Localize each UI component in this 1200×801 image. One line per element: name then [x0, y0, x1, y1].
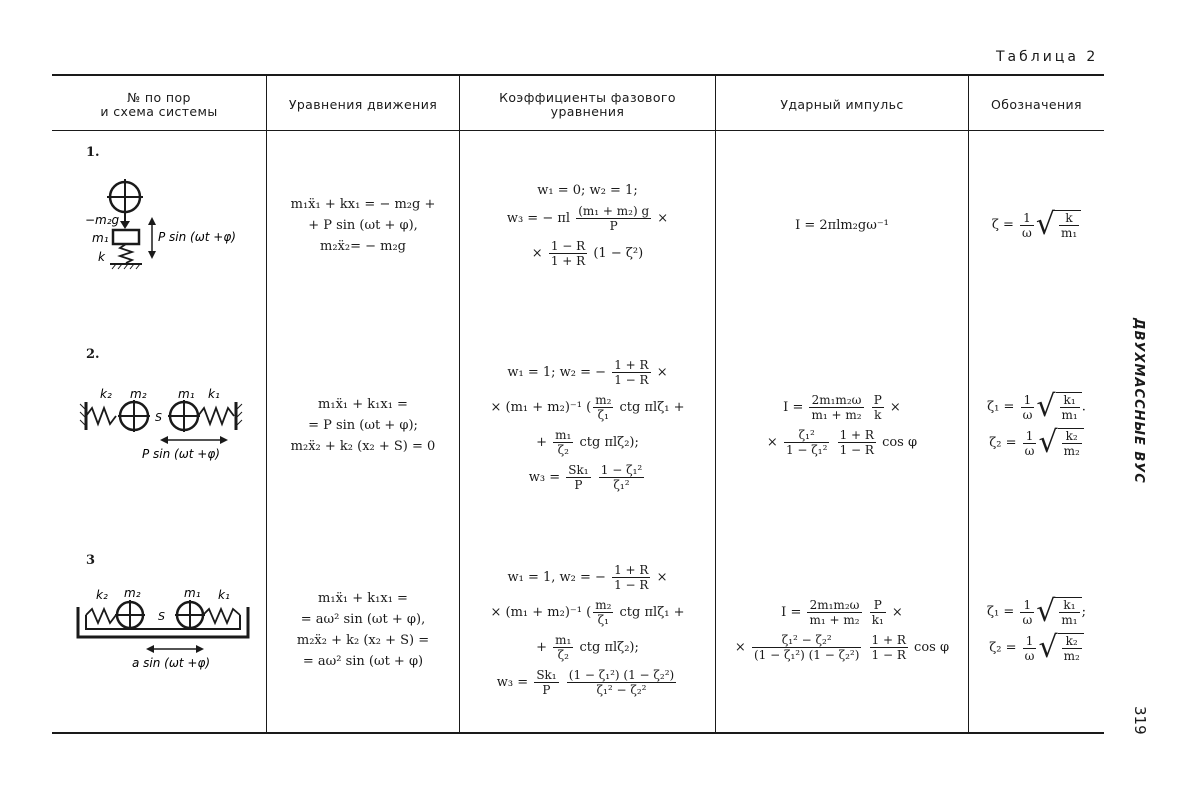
row-1-label-force: P sin (ωt +φ) — [158, 230, 236, 244]
row-1-notation-line: ζ = $\frac{1}{\omega}$ √ $\frac{k}{\text{m₁}}$ — [969, 210, 1104, 240]
row-3-notation-line: ζ₂ = $\frac{1}{\omega}$ √ $\frac{\text{k₂}}{\text{m₂}}$ — [969, 633, 1104, 663]
row-1-impulse-line: I = 2πlm₂gω⁻¹ — [795, 217, 889, 233]
row-2-label-s: S — [155, 411, 162, 424]
row-3-eq-line: m₂ẍ₂ + k₂ (x₂ + S) = — [296, 633, 430, 648]
row-3-notation-line: ζ₁ = $\frac{1}{\omega}$ √ $\frac{\text{k₁}}{\text{m₁}}$ ; — [987, 594, 1086, 629]
row-2-label-k2: k₂ — [100, 387, 112, 401]
header-system: № по пор и схема системы — [100, 90, 218, 119]
row-3-coeff-line: + $\frac{\text{m₁}}{\text{ζ₂}}$ ctg πlζ₂); — [536, 633, 639, 662]
row-3-eq-line: = aω² sin (ωt + φ) — [302, 654, 424, 669]
row-1-coefficients — [460, 135, 715, 315]
table-title: Таблица 2 — [996, 49, 1099, 65]
row-2-eq-line: = P sin (ωt + φ); — [308, 417, 418, 433]
row-1-notation — [969, 135, 1104, 315]
row-1-label-m1: m₁ — [92, 231, 109, 245]
row-3-coeff-line: w₃ = $\frac{\text{Sk₁}}{P}$ $\frac{\text{(1 − ζ₁²) (1 − ζ₂²)}}{\text{ζ₁² − ζ₂²}}$ — [496, 668, 675, 697]
row-2-eq-line: m₂ẍ₂ + k₂ (x₂ + S) = 0 — [290, 438, 436, 454]
header-notation: Обозначения — [991, 97, 1082, 112]
row-2-notation — [969, 325, 1104, 525]
row-2-impulse-line: × $\frac{\text{ζ₁²}}{\text{1 − ζ₁²}}$ $\frac{1 + R}{1 - R}$ cos φ — [766, 428, 918, 457]
row-2-notation-line: ζ₂ = $\frac{1}{\omega}$ √ $\frac{\text{k₂}}{\text{m₂}}$ — [969, 428, 1104, 458]
row-1-coeff-line: w₃ = − πl $\frac{\text{(m₁ + m₂) g}}{P}$ × — [506, 203, 669, 233]
row-1-coeff-line: w₁ = 0; w₂ = 1; — [537, 182, 638, 198]
row-2-coeff-line: w₁ = 1; w₂ = − $\frac{1 + R}{1 - R}$ × — [507, 358, 668, 387]
row-3-coeff-line: w₁ = 1, w₂ = − $\frac{1 + R}{1 - R}$ × — [507, 563, 668, 592]
row-3-number: 3 — [86, 553, 96, 568]
row-3-label-m2: m₂ — [124, 586, 141, 600]
row-1-label-m2g: −m₂g — [85, 213, 120, 227]
row-3-coeff-line: × (m₁ + m₂)⁻¹ ( $\frac{\text{m₂}}{\text{ζ₁}}$ ctg πlζ₁ + — [490, 598, 685, 627]
row-1-equations — [267, 135, 459, 315]
row-2-label-m1: m₁ — [178, 387, 195, 401]
row-3-label-m1: m₁ — [184, 586, 201, 600]
table-top-rule — [52, 74, 1104, 76]
row-1-scheme-figure — [80, 175, 260, 280]
row-3-impulse-line: I = $\frac{\text{2m₁m₂ω}}{\text{m₁ + m₂}}$ $\frac{P}{\text{k₁}}$ × — [781, 598, 903, 627]
row-2-coeff-line: w₃ = $\frac{\text{Sk₁}}{P}$ $\frac{\text{1 − ζ₁²}}{\text{ζ₁²}}$ — [528, 463, 643, 492]
table-bottom-rule — [52, 732, 1104, 734]
header-impulse: Ударный импульс — [780, 97, 904, 112]
row-3-scheme-figure — [72, 585, 262, 680]
row-1-eq-line: m₂ẍ₂= − m₂g — [320, 238, 406, 254]
row-2-impulse-line: I = $\frac{\text{2m₁m₂ω}}{\text{m₁ + m₂}}$ $\frac{P}{k}$ × — [783, 393, 901, 422]
row-2-coeff-line: × (m₁ + m₂)⁻¹ ( $\frac{\text{m₂}}{\text{ζ₁}}$ ctg πlζ₁ + — [490, 393, 685, 422]
row-2-scheme-figure — [72, 380, 262, 465]
header-coefficients: Коэффициенты фазового уравнения — [499, 90, 676, 119]
row-3-impulse-line: × $\frac{\text{ζ₁² − ζ₂²}}{\text{(1 − ζ₁²) (1 − ζ₂²)}}$ $\frac{1 + R}{1 - R}$ cos φ — [734, 633, 950, 662]
row-1-eq-line: + P sin (ωt + φ), — [308, 217, 418, 233]
row-1-impulse — [716, 135, 968, 315]
header-bottom-rule — [52, 130, 1104, 131]
row-1-label-k: k — [98, 250, 105, 264]
row-2-coefficients — [460, 325, 715, 525]
row-1-eq-line: m₁ẍ₁ + kx₁ = − m₂g + — [290, 196, 436, 212]
row-3-eq-line: = aω² sin (ωt + φ), — [300, 612, 426, 627]
row-3-coefficients — [460, 535, 715, 725]
row-3-label-s: S — [158, 610, 165, 623]
row-2-impulse — [716, 325, 968, 525]
row-3-equations — [267, 535, 459, 725]
row-3-label-k2: k₂ — [96, 588, 108, 602]
row-3-impulse — [716, 535, 968, 725]
page-number: 319 — [1131, 706, 1149, 735]
row-2-number: 2. — [86, 347, 100, 362]
row-3-notation — [969, 535, 1104, 725]
row-3-label-k1: k₁ — [218, 588, 230, 602]
row-3-eq-line: m₁ẍ₁ + k₁x₁ = — [318, 591, 408, 606]
row-2-notation-line: ζ₁ = $\frac{1}{\omega}$ √ $\frac{\text{k₁}}{\text{m₁}}$ . — [987, 389, 1086, 424]
row-2-label-k1: k₁ — [208, 387, 220, 401]
row-2-label-force: P sin (ωt +φ) — [142, 447, 220, 461]
row-2-coeff-line: + $\frac{\text{m₁}}{\text{ζ₂}}$ ctg πlζ₂); — [536, 428, 639, 457]
side-caption: ДВУХМАССНЫЕ ВУС — [1131, 318, 1146, 484]
row-1-coeff-line: × $\frac{1 - R}{1 + R}$ (1 − ζ²) — [531, 238, 644, 268]
header-equations: Уравнения движения — [288, 97, 438, 112]
row-3-label-force: a sin (ωt +φ) — [132, 656, 211, 670]
row-2-label-m2: m₂ — [130, 387, 147, 401]
row-1-number: 1. — [86, 145, 100, 160]
row-2-eq-line: m₁ẍ₁ + k₁x₁ = — [318, 396, 408, 412]
row-2-equations — [267, 325, 459, 525]
